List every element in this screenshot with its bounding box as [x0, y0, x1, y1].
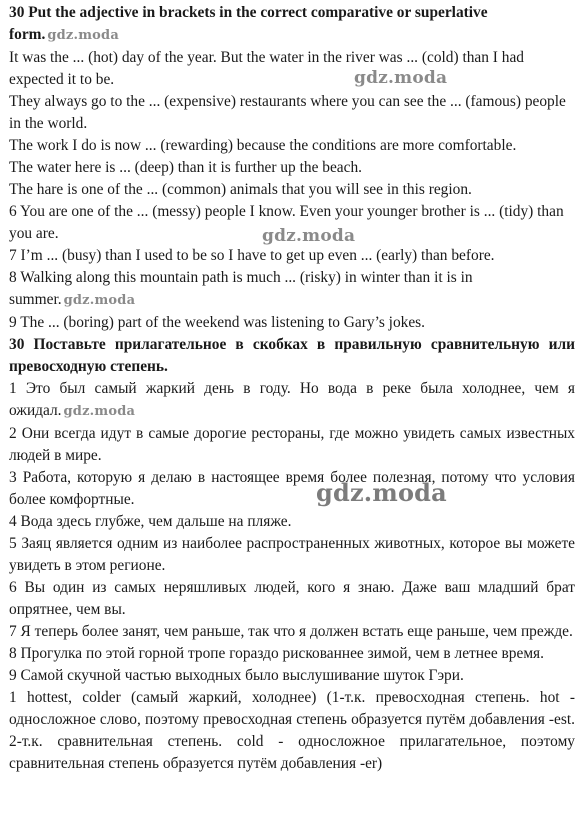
exercise-ru-line-6: 6 Вы один из самых неряшливых людей, кого я знаю. Даже ваш младший брат опрятнее, чем вы. — [9, 579, 575, 618]
exercise-ru-line-9: 9 Самой скучной частью выходных было выслушивание шуток Гэри. — [9, 667, 464, 684]
exercise-ru-line-5: 5 Заяц является одним из наиболее распространенных животных, которое вы можете увидеть в этом регионе. — [9, 535, 575, 574]
exercise-en-line-9: 9 The ... (boring) part of the weekend was listening to Gary’s jokes. — [9, 314, 426, 331]
exercise-en-line-8 — [9, 267, 575, 312]
exercise-en-line-3: The work I do is now ... (rewarding) because the conditions are more comfortable. — [9, 137, 517, 154]
watermark-logo: gdz.moda — [262, 226, 356, 246]
exercise-ru-line-2: 2 Они всегда идут в самые дорогие рестораны, где можно увидеть самых известных людей в мире. — [9, 425, 575, 464]
exercise-en-title-text: 30 Put the adjective in brackets in the correct comparative or superlative form. — [9, 4, 488, 43]
exercise-en-line-8-text: 8 Walking along this mountain path is much ... (risky) in winter than it is in summer. — [9, 269, 473, 308]
exercise-en-line-5: The hare is one of the ... (common) animals that you will see in this region. — [9, 181, 472, 198]
exercise-en-title — [9, 2, 575, 47]
watermark-logo: gdz.moda — [316, 478, 447, 507]
exercise-en-line-4: The water here is ... (deep) than it is further up the beach. — [9, 159, 362, 176]
exercise-ru-line-3: 3 Работа, которую я делаю в настоящее время более полезная, потому что условия более комфортные. — [9, 469, 575, 508]
watermark-logo: gdz.moda — [47, 28, 119, 43]
watermark-logo: gdz.moda — [63, 293, 136, 308]
exercise-ru-title: 30 Поставьте прилагательное в скобках в правильную сравнительную или превосходную степень. — [9, 336, 575, 375]
exercise-en-line-1: It was the ... (hot) day of the year. But the water in the river was ... (cold) than I had expected it to be. — [9, 49, 524, 88]
exercise-en-line-2: They always go to the ... (expensive) restaurants where you can see the ... (famous) people in the world. — [9, 93, 566, 132]
exercise-ru-line-4: 4 Вода здесь глубже, чем дальше на пляже. — [9, 513, 292, 530]
exercise-ru-line-1 — [9, 378, 575, 423]
watermark-logo: gdz.moda — [63, 404, 136, 419]
exercise-ru-line-1-text: 1 Это был самый жаркий день в году. Но вода в реке была холоднее, чем я ожидал. — [9, 380, 575, 419]
exercise-en-line-6: 6 You are one of the ... (messy) people I know. Even your younger brother is ... (tidy) than you are. — [9, 203, 564, 242]
answer-text: 1 hottest, colder (самый жаркий, холоднее) (1-т.к. превосходная степень. hot - односложное слово, поэтому превосходная степень образуется путём добавления -est. 2-т.к. сравнительная степень. cold - односложное прилагательное, поэтому сравнительная степень образуется путём добавления -er) — [9, 689, 575, 772]
exercise-en-line-7: 7 I’m ... (busy) than I used to be so I have to get up even ... (early) than before. — [9, 247, 495, 264]
exercise-ru-line-8: 8 Прогулка по этой горной тропе гораздо рискованнее зимой, чем в летнее время. — [9, 645, 544, 662]
page-content — [9, 2, 575, 775]
exercise-ru-line-7: 7 Я теперь более занят, чем раньше, так что я должен встать еще раньше, чем прежде. — [9, 623, 573, 640]
watermark-logo: gdz.moda — [354, 68, 448, 88]
